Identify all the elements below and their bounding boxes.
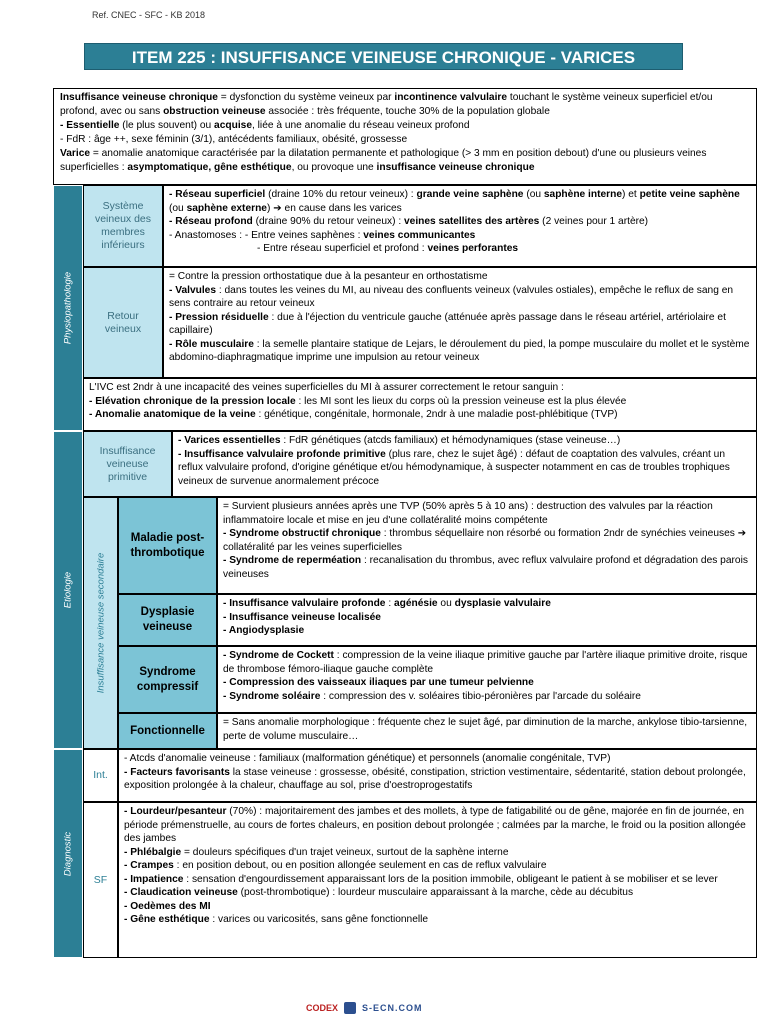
cell-interrogatoire: - Atcds d'anomalie veineuse : familiaux (malformation génétique) et personnels (anomalie congénitale, TVP) - Facteurs favorisants la stase veineuse : grossesse, obésité, constipation, striction vestimentaire, sédentarité, station debout prolongée, exposition prolongée à la chaleur, chauffage au sol, prise d'oestroprogestatifs bbox=[118, 749, 757, 802]
label-retour-veineux: Retour veineux bbox=[83, 267, 163, 378]
label-fonctionnelle: Fonctionnelle bbox=[118, 713, 217, 749]
label-interrogatoire: Int. bbox=[83, 749, 118, 802]
label-syndrome-compressif: Syndrome compressif bbox=[118, 646, 217, 713]
section-etiologie bbox=[53, 431, 83, 749]
cell-fonctionnelle: = Sans anomalie morphologique : fréquente chez le sujet âgé, par diminution de la marche, ankylose tibio-tarsienne, perte de volume musculaire… bbox=[217, 713, 757, 749]
section-label: Diagnostic bbox=[62, 831, 74, 876]
page-title: ITEM 225 : INSUFFISANCE VEINEUSE CHRONIQUE - VARICES bbox=[84, 43, 683, 70]
cell-syndrome-compressif: - Syndrome de Cockett : compression de la veine iliaque primitive gauche par l'artère iliaque primitive droite, risque de thrombose fémoro-iliaque gauche complète - Compression des vaisseaux iliaques par une tumeur pelvienne - Syndrome soléaire : compression des v. soléaires tibio-péronières par l'arcade du soléaire bbox=[217, 646, 757, 713]
label-systeme-veineux: Système veineux des membres inférieurs bbox=[83, 185, 163, 267]
secn-logo-icon bbox=[344, 1002, 356, 1014]
section-diagnostic bbox=[53, 749, 83, 958]
label-dysplasie-veineuse: Dysplasie veineuse bbox=[118, 594, 217, 646]
label-insuffisance-primitive: Insuffisance veineuse primitive bbox=[83, 431, 172, 497]
footer-branding bbox=[306, 1002, 423, 1014]
label-maladie-post-thrombotique: Maladie post-thrombotique bbox=[118, 497, 217, 594]
label-signes-fonctionnels: SF bbox=[83, 802, 118, 958]
cell-dysplasie-veineuse: - Insuffisance valvulaire profonde : agénésie ou dysplasie valvulaire - Insuffisance veineuse localisée - Angiodysplasie bbox=[217, 594, 757, 646]
secn-logo-text: S-ECN.COM bbox=[362, 1003, 423, 1013]
cell-maladie-post-thrombotique: = Survient plusieurs années après une TVP (50% après 5 à 10 ans) : destruction des valvules par la réaction inflammatoire locale et mise en jeu d'une collatéralité moins compétente - Syndrome obstructif chronique : thrombus séquellaire non résorbé ou formation 2ndr de synéchies veineuses ➔ collatéralité par les veines superficielles - Syndrome de reperméation : recanalisation du thrombus, avec reflux valvulaire profond et dégradation des parois veineuses bbox=[217, 497, 757, 594]
cell-insuffisance-primitive: - Varices essentielles : FdR génétiques (atcds familiaux) et hémodynamiques (stase veineuse…) - Insuffisance valvulaire profonde primitive (plus rare, chez le sujet âgé) : défaut de coaptation des valvules, créant un reflux valvulaire profond, d'origine génétique et/ou hémodynamique, à suspecter notamment en cas de troubles trophiques veineux de survenue anormalement précoce bbox=[172, 431, 757, 497]
section-physiopathologie bbox=[53, 185, 83, 431]
cell-systeme-veineux: - Réseau superficiel (draine 10% du retour veineux) : grande veine saphène (ou saphène interne) et petite veine saphène (ou saphène externe) ➔ en cause dans les varices - Réseau profond (draine 90% du retour veineux) : veines satellites des artères (2 veines pour 1 artère) - Anastomoses : - Entre veines saphènes : veines communicantes - Entre réseau superficiel et profond : veines perforantes bbox=[163, 185, 757, 267]
codex-logo-text: CODEX bbox=[306, 1003, 339, 1013]
section-label: Physiopathologie bbox=[62, 271, 74, 345]
cell-retour-veineux: = Contre la pression orthostatique due à la pesanteur en orthostatisme - Valvules : dans toutes les veines du MI, au niveau des confluents veineux (valvules ostiales), empêche le reflux de sang en sens contraire au retour veineux - Pression résiduelle : due à l'éjection du ventricule gauche (atténuée après passage dans le réseau artériel, artériolaire et capillaire) - Rôle musculaire : la semelle plantaire statique de Lejars, le déroulement du pied, la pompe musculaire du mollet et le système abdomino-diaphragmatique imprime une impulsion au retour veineux bbox=[163, 267, 757, 378]
cell-ivc: L'IVC est 2ndr à une incapacité des veines superficielles du MI à assurer correctement le retour sanguin : - Elévation chronique de la pression locale : les MI sont les lieux du corps où la pression veineuse est la plus élevée - Anomalie anatomique de la veine : génétique, congénitale, hormonale, 2ndr à une maladie post-phlébitique (TVP) bbox=[83, 378, 757, 431]
intro-box: Insuffisance veineuse chronique = dysfonction du système veineux par incontinence valvulaire touchant le système veineux superficiel et/ou profond, avec ou sans obstruction veineuse associée : très fréquente, touche 30% de la population globale - Essentielle (le plus souvent) ou acquise, liée à une anomalie du réseau veineux profond - FdR : âge ++, sexe féminin (3/1), antécédents familiaux, obésité, grossesse Varice = anomalie anatomique caractérisée par la dilatation permanente et pathologique (> 3 mm en position debout) d'une ou plusieurs veines superficielles : asymptomatique, gêne esthétique, ou provoque une insuffisance veineuse chronique bbox=[53, 88, 757, 185]
reference-line: Ref. CNEC - SFC - KB 2018 bbox=[92, 10, 206, 20]
cell-signes-fonctionnels: - Lourdeur/pesanteur (70%) : majoritairement des jambes et des mollets, à type de fatigabilité ou de gêne, majorée en fin de journée, en période prémenstruelle, au cours de fortes chaleurs, en position debout prolongée ; calmées par la marche, le froid ou la position allongée des jambes - Phlébalgie = douleurs spécifiques d'un trajet veineux, surtout de la saphène interne - Crampes : en position debout, ou en position allongée seulement en cas de reflux valvulaire - Impatience : sensation d'engourdissement apparaissant lors de la position immobile, obligeant le patient à se mobiliser et se lever - Claudication veineuse (post-thrombotique) : lourdeur musculaire apparaissant à la marche, cède au décubitus - Oedèmes des MI - Gêne esthétique : varices ou varicosités, sans gêne fonctionnelle bbox=[118, 802, 757, 958]
label-insuffisance-secondaire: Insuffisance veineuse secondaire bbox=[83, 497, 118, 749]
section-label: Etiologie bbox=[62, 571, 74, 609]
